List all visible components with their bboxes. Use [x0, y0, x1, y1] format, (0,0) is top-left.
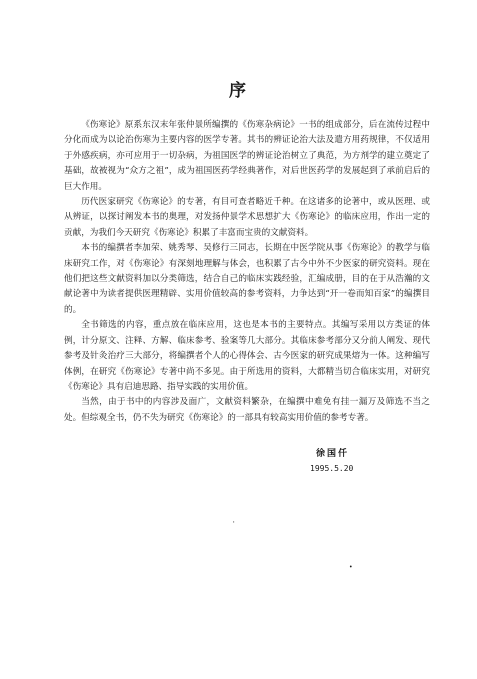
scan-speck: ' — [233, 521, 235, 528]
paragraph: 本书的编撰者李加荣、姚秀琴、吴修行三同志，长期在中医学院从事《伤寒论》的教学与临床研究工作，对《伤寒论》有深刻地理解与体会，也积累了古今中外不少医家的研究资料。现在他们把这些文献资料加以分类筛选，结合自己的临床实践经验，汇编成册，目的在于从浩瀚的文献论著中为读者提供医理精辟、实用价值较高的参考资料，力争达到“开一卷而知百家”的编撰目的。 — [64, 243, 430, 315]
paragraph: 全书筛选的内容，重点放在临床应用，这也是本书的主要特点。其编写采用以方类证的体例，计分原文、注释、方解、临床参考、验案等几大部分。其临床参考部分又分前人阐发、现代参考及针灸治疗三大部分，将编撰者个人的心得体会、古今医家的研究成果熔为一体。这种编写体例，在研究《伤寒论》专著中尚不多见。由于所选用的资料，大都精当切合临床实用，对研究《伤寒论》具有启迪思路、指导实践的实用价值。 — [64, 320, 430, 392]
date-line: 1995.5.20 — [310, 464, 354, 473]
paragraph: 《伤寒论》原系东汉末年张仲景所编撰的《伤寒杂病论》一书的组成部分，后在流传过程中分化而成为以论治伤寒为主要内容的医学专著。其书的辨证论治大法及遣方用药规律，不仅适用于外感疾病，亦可应用于一切杂病，为祖国医学的辨证论治树立了典范，为方剂学的建立奠定了基础，故被视为“众方之祖”，成为祖国医药学经典著作，对后世医药学的发展起到了承前启后的巨大作用。 — [64, 120, 430, 192]
scan-speck: • — [349, 564, 353, 571]
paragraph: 历代医家研究《伤寒论》的专著，有目可查者略近千种。在这诸多的论著中，或从医理、或从辨证，以探讨阐发本书的奥理，对发扬仲景学术思想扩大《伤寒论》的临床应用，作出一定的贡献，为我们今天研究《伤寒论》积累了丰富而宝贵的文献资料。 — [64, 197, 430, 238]
author-signature: 徐国仟 — [316, 449, 350, 459]
paragraph: 当然，由于书中的内容涉及面广，文献资料繁杂，在编撰中难免有挂一漏万及筛选不当之处。但综观全书，仍不失为研究《伤寒论》的一部具有较高实用价值的参考专著。 — [64, 397, 430, 423]
page-title: 序 — [229, 81, 248, 101]
preface-body — [64, 118, 430, 426]
